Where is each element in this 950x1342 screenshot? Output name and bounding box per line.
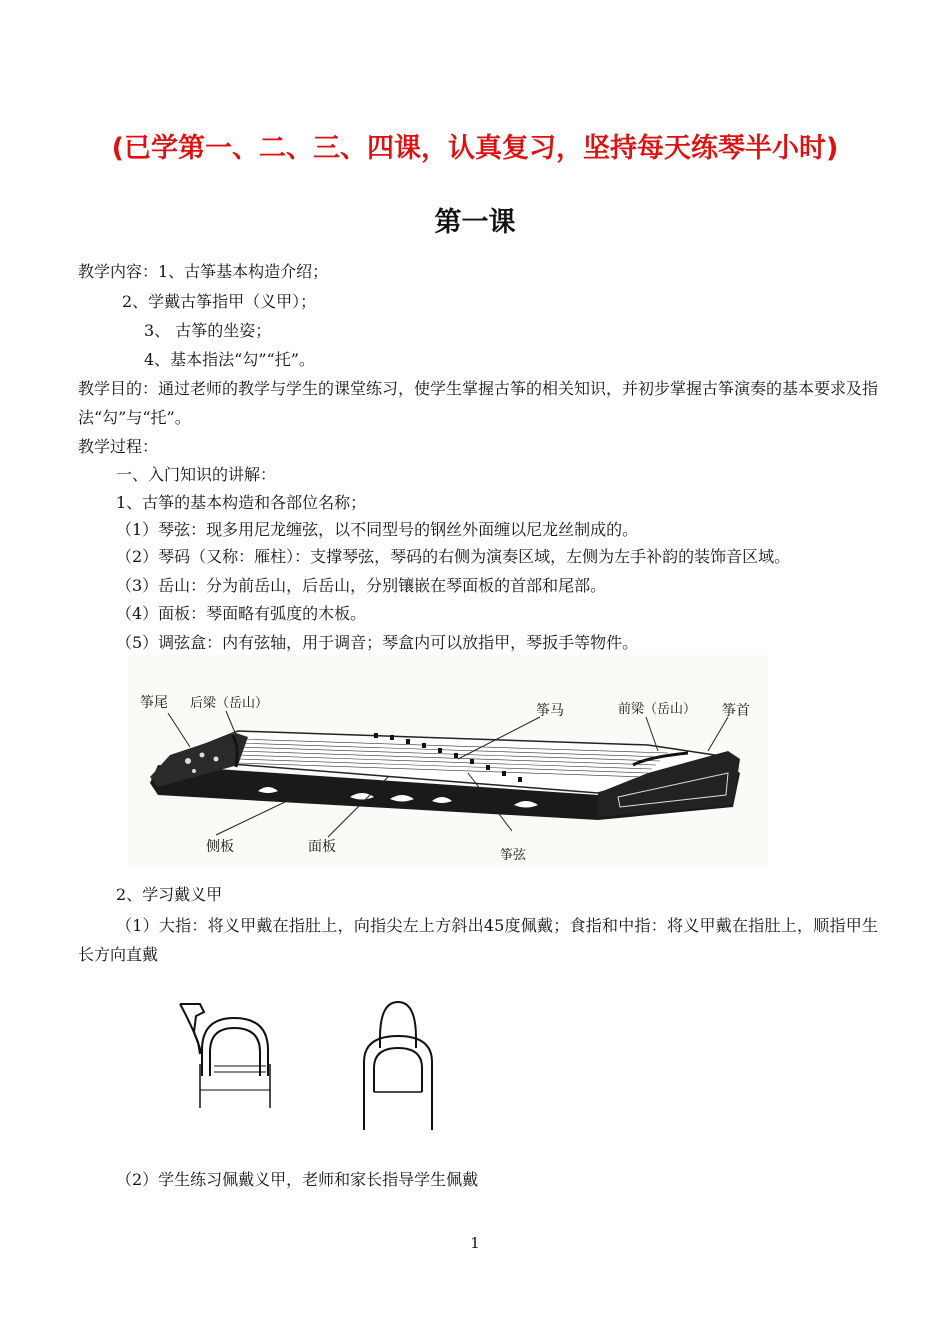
teaching-content-item-2: 2、学戴古筝指甲（义甲）； [122, 292, 317, 311]
nail-diagrams [170, 992, 450, 1132]
nail-drawings [170, 992, 450, 1132]
teaching-content-item-4: 4、基本指法“勾”“托”。 [144, 350, 315, 369]
label-strings: 筝弦 [500, 848, 527, 863]
label-front-bridge: 前梁（岳山） [618, 702, 697, 717]
part-soundboard: （4）面板：琴面略有弧度的木板。 [116, 604, 367, 623]
index-middle-nail-diagram [364, 1002, 432, 1130]
part-strings: （1）琴弦：现多用尼龙缠弦，以不同型号的钢丝外面缠以尼龙丝制成的。 [116, 520, 639, 539]
section-intro-knowledge: 一、入门知识的讲解： [116, 465, 277, 484]
nail-instruction: （1）大指：将义甲戴在指肚上，向指尖左上方斜出45度佩戴；食指和中指：将义甲戴在指肚上，顺指甲生长方向直戴 [78, 916, 878, 964]
lesson-title: 第一课 [434, 207, 516, 238]
practice-instruction: （2）学生练习佩戴义甲，老师和家长指导学生佩戴 [116, 1170, 479, 1189]
page-number: 1 [470, 1234, 480, 1252]
teaching-process-label: 教学过程： [78, 437, 159, 456]
part-bridges: （2）琴码（又称：雁柱）：支撑琴弦，琴码的右侧为演奏区域，左侧为左手补韵的装饰音区域。 [116, 547, 791, 566]
label-rear-bridge: 后梁（岳山） [190, 696, 269, 711]
guzheng-drawing [128, 655, 768, 867]
label-side-board: 侧板 [206, 839, 234, 855]
guzheng-body [150, 711, 740, 837]
part-yueshan: （3）岳山：分为前岳山，后岳山，分别镶嵌在琴面板的首部和尾部。 [116, 576, 607, 595]
label-soundboard: 面板 [308, 839, 336, 855]
teaching-objective: 教学目的：通过老师的教学与学生的课堂练习，使学生掌握古筝的相关知识，并初步掌握古筝演奏的基本要求及指法“勾”与“托”。 [78, 379, 879, 427]
label-head: 筝首 [722, 703, 750, 719]
thumb-nail-diagram [180, 1004, 270, 1108]
subsection-structure: 1、古筝的基本构造和各部位名称； [116, 493, 367, 512]
guzheng-diagram [128, 655, 768, 867]
label-tail: 筝尾 [140, 695, 168, 711]
review-notice: (已学第一、二、三、四课，认真复习，坚持每天练琴半小时) [111, 133, 839, 164]
part-tuning-box: （5）调弦盒：内有弦轴，用于调音；琴盒内可以放指甲，琴扳手等物件。 [116, 633, 639, 652]
teaching-content-item-3: 3、 古筝的坐姿； [144, 321, 272, 340]
subsection-nail-wearing: 2、学习戴义甲 [116, 885, 223, 904]
label-bridges: 筝马 [536, 703, 564, 719]
teaching-content-item-1: 教学内容：1、古筝基本构造介绍； [78, 262, 329, 281]
